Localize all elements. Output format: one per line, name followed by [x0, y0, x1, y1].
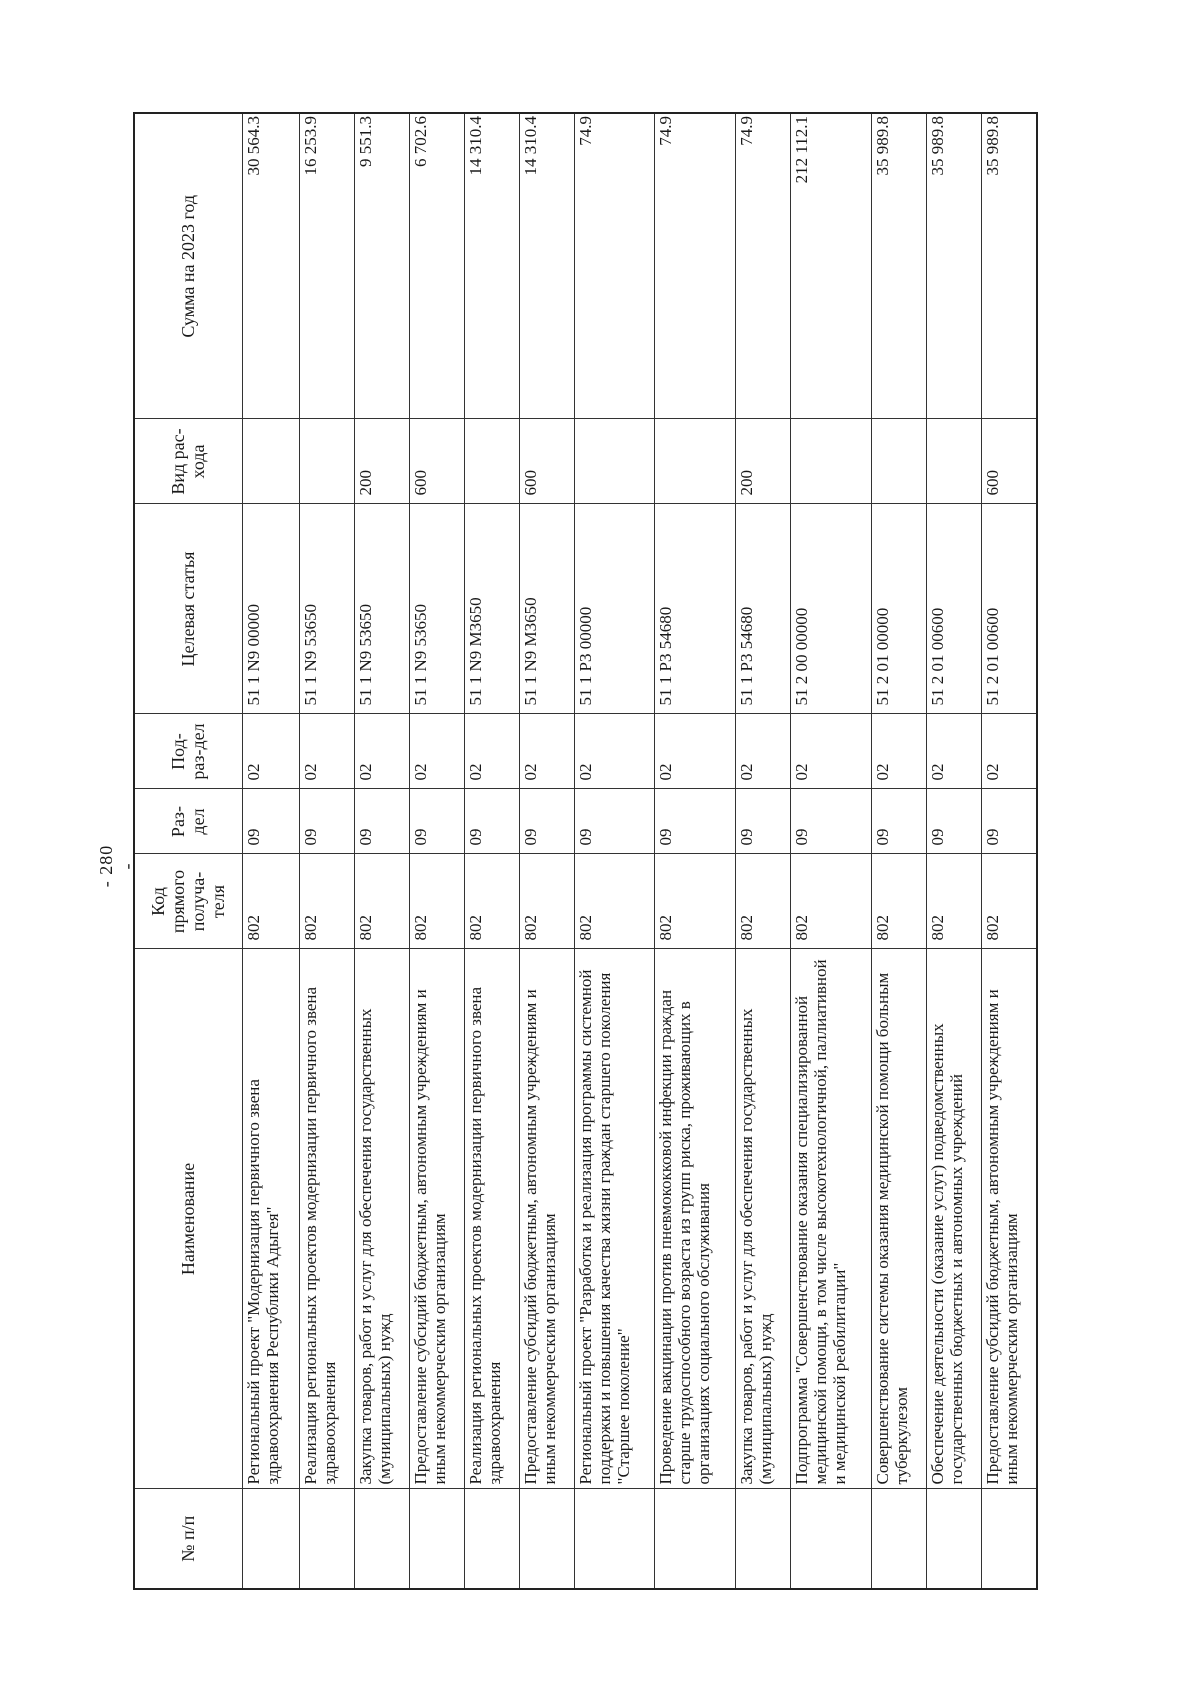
cell-num — [409, 1489, 464, 1589]
cell-section: 09 — [655, 789, 736, 854]
cell-num — [464, 1489, 519, 1589]
cell-sum: 35 989.8 — [981, 113, 1037, 419]
cell-num — [354, 1489, 409, 1589]
table-row — [464, 113, 519, 1589]
cell-num — [574, 1489, 655, 1589]
cell-name: Реализация региональных проектов модернизации первичного звена здравоохранения — [299, 949, 354, 1489]
budget-table-rotated — [133, 114, 1038, 1590]
cell-num — [655, 1489, 736, 1589]
header-name: Наименование — [134, 949, 242, 1489]
cell-sum: 14 310.4 — [519, 113, 574, 419]
cell-section: 09 — [354, 789, 409, 854]
cell-name: Подпрограмма "Совершенствование оказания специализированной медицинской помощи, в том числе высокотехнологичной, паллиативной и медицинской реабилитации" — [791, 949, 872, 1489]
cell-target-article: 51 1 P3 54680 — [735, 504, 790, 714]
cell-sum: 74.9 — [735, 113, 790, 419]
table-row — [735, 113, 790, 1589]
table-row — [519, 113, 574, 1589]
cell-recipient-code: 802 — [574, 854, 655, 949]
cell-name: Региональный проект "Разработка и реализация программы системной поддержки и повышения качества жизни граждан старшего поколения "Старшее поколение" — [574, 949, 655, 1489]
table-header-row — [134, 113, 242, 1589]
cell-target-article: 51 2 01 00600 — [926, 504, 981, 714]
cell-subsection: 02 — [981, 714, 1037, 789]
cell-section: 09 — [735, 789, 790, 854]
cell-section: 09 — [926, 789, 981, 854]
cell-target-article: 51 1 N9 M3650 — [519, 504, 574, 714]
cell-num — [519, 1489, 574, 1589]
cell-sum: 9 551.3 — [354, 113, 409, 419]
cell-target-article: 51 1 N9 53650 — [409, 504, 464, 714]
header-target-article: Целевая статья — [134, 504, 242, 714]
cell-section: 09 — [409, 789, 464, 854]
cell-subsection: 02 — [655, 714, 736, 789]
cell-section: 09 — [574, 789, 655, 854]
table-row — [299, 113, 354, 1589]
table-row — [791, 113, 872, 1589]
cell-recipient-code: 802 — [242, 854, 299, 949]
header-expense-type: Вид рас-хода — [134, 419, 242, 504]
header-sum-2023: Сумма на 2023 год — [134, 113, 242, 419]
cell-target-article: 51 1 P3 54680 — [655, 504, 736, 714]
cell-recipient-code: 802 — [655, 854, 736, 949]
cell-recipient-code: 802 — [519, 854, 574, 949]
header-num: № п/п — [134, 1489, 242, 1589]
cell-subsection: 02 — [299, 714, 354, 789]
cell-expense-type — [464, 419, 519, 504]
cell-subsection: 02 — [735, 714, 790, 789]
cell-target-article: 51 2 00 00000 — [791, 504, 872, 714]
cell-name: Обеспечение деятельности (оказание услуг) подведомственных государственных бюджетных и автономных учреждений — [926, 949, 981, 1489]
cell-num — [299, 1489, 354, 1589]
cell-section: 09 — [871, 789, 926, 854]
header-recipient-code: Код прямого получа-теля — [134, 854, 242, 949]
cell-expense-type: 200 — [354, 419, 409, 504]
cell-expense-type: 600 — [409, 419, 464, 504]
cell-section: 09 — [299, 789, 354, 854]
cell-section: 09 — [519, 789, 574, 854]
cell-name: Совершенствование системы оказания медицинской помощи больным туберкулезом — [871, 949, 926, 1489]
cell-expense-type: 600 — [981, 419, 1037, 504]
cell-num — [791, 1489, 872, 1589]
cell-name: Региональный проект "Модернизация первичного звена здравоохранения Республики Адыгея" — [242, 949, 299, 1489]
cell-target-article: 51 1 N9 53650 — [299, 504, 354, 714]
cell-expense-type — [791, 419, 872, 504]
cell-subsection: 02 — [354, 714, 409, 789]
cell-recipient-code: 802 — [354, 854, 409, 949]
cell-target-article: 51 1 N9 00000 — [242, 504, 299, 714]
table-row — [871, 113, 926, 1589]
cell-sum: 35 989.8 — [871, 113, 926, 419]
cell-name: Закупка товаров, работ и услуг для обеспечения государственных (муниципальных) нужд — [354, 949, 409, 1489]
cell-recipient-code: 802 — [409, 854, 464, 949]
header-section: Раз-дел — [134, 789, 242, 854]
cell-recipient-code: 802 — [735, 854, 790, 949]
cell-target-article: 51 2 01 00000 — [871, 504, 926, 714]
cell-name: Предоставление субсидий бюджетным, автономным учреждениям и иным некоммерческим организациям — [981, 949, 1037, 1489]
cell-sum: 74.9 — [574, 113, 655, 419]
cell-section: 09 — [242, 789, 299, 854]
cell-subsection: 02 — [791, 714, 872, 789]
cell-recipient-code: 802 — [871, 854, 926, 949]
cell-name: Предоставление субсидий бюджетным, автономным учреждениям и иным некоммерческим организациям — [519, 949, 574, 1489]
table-row — [981, 113, 1037, 1589]
table-body — [242, 113, 1037, 1589]
cell-sum: 30 564.3 — [242, 113, 299, 419]
cell-num — [735, 1489, 790, 1589]
cell-name: Предоставление субсидий бюджетным, автономным учреждениям и иным некоммерческим организациям — [409, 949, 464, 1489]
cell-target-article: 51 1 P3 00000 — [574, 504, 655, 714]
cell-expense-type — [242, 419, 299, 504]
cell-target-article: 51 1 N9 M3650 — [464, 504, 519, 714]
cell-target-article: 51 2 01 00600 — [981, 504, 1037, 714]
cell-expense-type: 200 — [735, 419, 790, 504]
cell-section: 09 — [464, 789, 519, 854]
cell-section: 09 — [981, 789, 1037, 854]
cell-recipient-code: 802 — [981, 854, 1037, 949]
cell-expense-type — [299, 419, 354, 504]
cell-target-article: 51 1 N9 53650 — [354, 504, 409, 714]
cell-num — [926, 1489, 981, 1589]
cell-sum: 74.9 — [655, 113, 736, 419]
cell-name: Закупка товаров, работ и услуг для обеспечения государственных (муниципальных) нужд — [735, 949, 790, 1489]
cell-section: 09 — [791, 789, 872, 854]
cell-num — [242, 1489, 299, 1589]
table-row — [655, 113, 736, 1589]
table-row — [574, 113, 655, 1589]
cell-subsection: 02 — [574, 714, 655, 789]
cell-expense-type: 600 — [519, 419, 574, 504]
cell-num — [981, 1489, 1037, 1589]
table-row — [354, 113, 409, 1589]
cell-recipient-code: 802 — [299, 854, 354, 949]
cell-sum: 35 989.8 — [926, 113, 981, 419]
cell-name: Проведение вакцинации против пневмококковой инфекции граждан старше трудоспособного возраста из групп риска, проживающих в организациях социального обслуживания — [655, 949, 736, 1489]
table-row — [926, 113, 981, 1589]
cell-recipient-code: 802 — [926, 854, 981, 949]
cell-subsection: 02 — [242, 714, 299, 789]
page-number: - 280 - — [96, 844, 137, 888]
header-subsection: Под-раз-дел — [134, 714, 242, 789]
table-row — [242, 113, 299, 1589]
cell-expense-type — [926, 419, 981, 504]
cell-num — [871, 1489, 926, 1589]
cell-subsection: 02 — [926, 714, 981, 789]
cell-subsection: 02 — [409, 714, 464, 789]
cell-expense-type — [574, 419, 655, 504]
cell-expense-type — [871, 419, 926, 504]
cell-expense-type — [655, 419, 736, 504]
cell-name: Реализация региональных проектов модернизации первичного звена здравоохранения — [464, 949, 519, 1489]
cell-sum: 6 702.6 — [409, 113, 464, 419]
cell-sum: 14 310.4 — [464, 113, 519, 419]
cell-subsection: 02 — [871, 714, 926, 789]
cell-subsection: 02 — [464, 714, 519, 789]
budget-table — [133, 112, 1038, 1590]
cell-recipient-code: 802 — [791, 854, 872, 949]
cell-subsection: 02 — [519, 714, 574, 789]
table-row — [409, 113, 464, 1589]
cell-sum: 212 112.1 — [791, 113, 872, 419]
cell-recipient-code: 802 — [464, 854, 519, 949]
cell-sum: 16 253.9 — [299, 113, 354, 419]
